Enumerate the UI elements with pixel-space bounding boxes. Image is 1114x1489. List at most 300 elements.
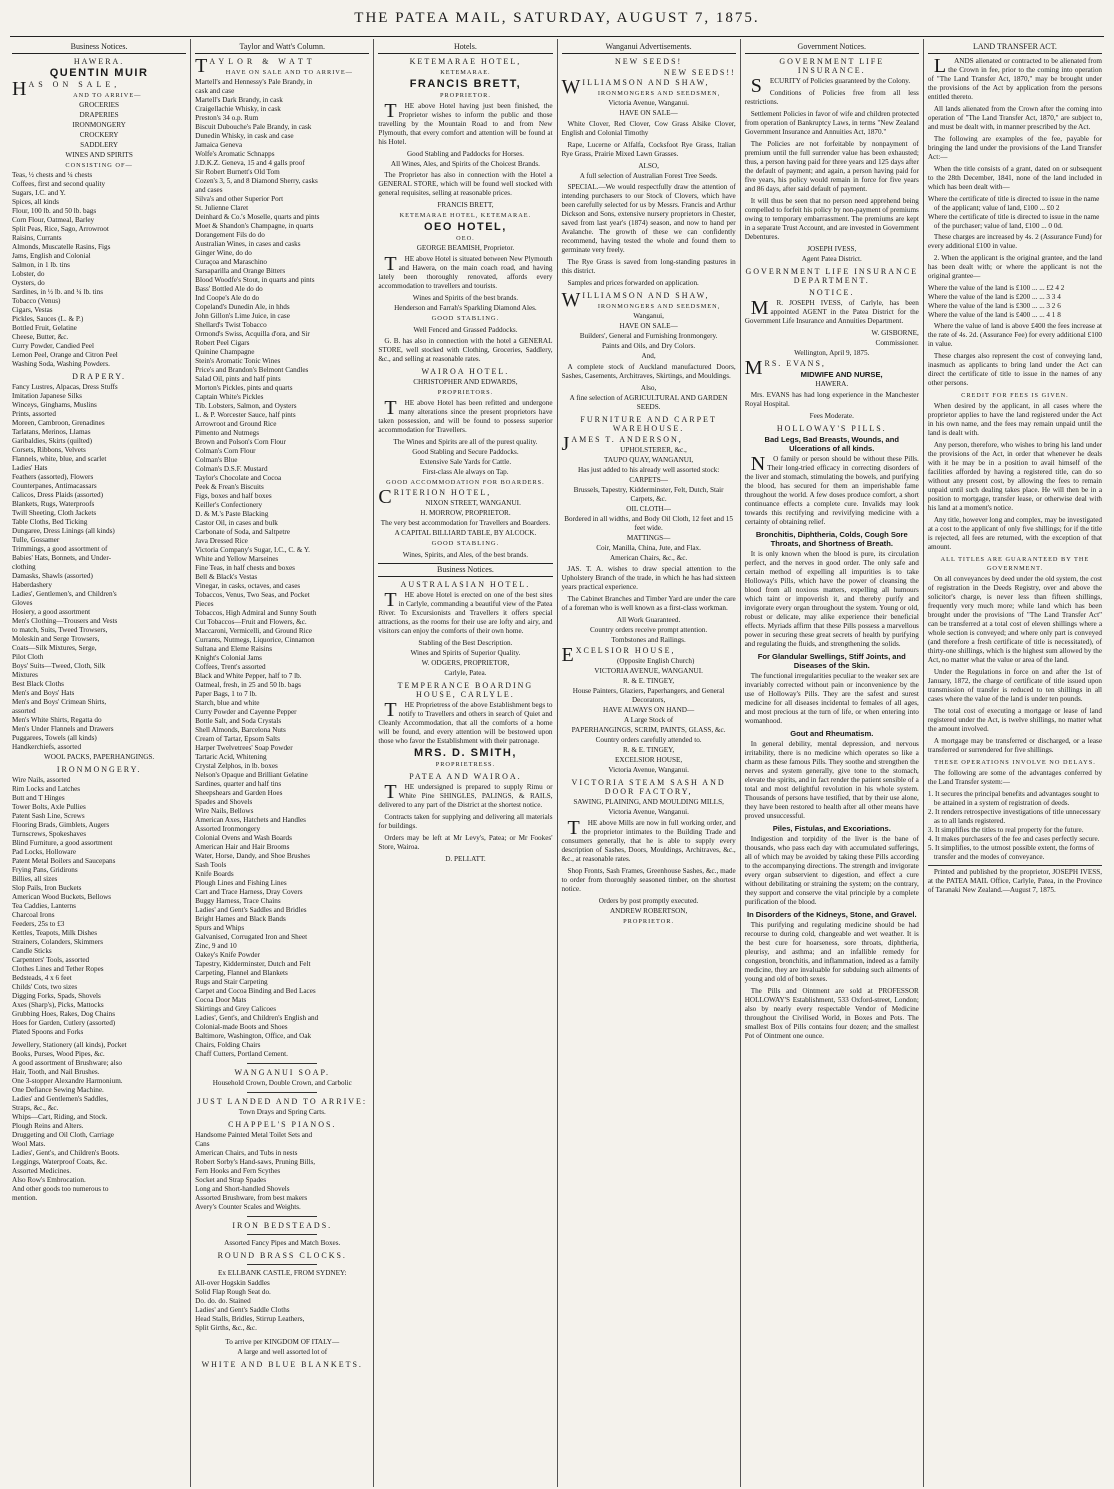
- list-item: Split Girths, &c., &c.: [195, 1324, 257, 1332]
- list-item: Tarlatans, Merinos, Llamas: [12, 428, 91, 436]
- list-item: Curry Powder and Cayenne Pepper: [195, 708, 297, 716]
- imprint: Printed and published by the proprietor, JOSEPH IVESS, at the PATEA MAIL Office, Carlyle, Patea, in the Province of Taranaki New Zealand.—August 7, 1875.: [928, 865, 1102, 895]
- list-item: Raisins, Currants: [12, 234, 62, 242]
- list-item: Feeders, 25s to £3: [12, 920, 65, 928]
- advert-text: A fine selection of AGRICULTURAL AND GARDEN SEEDS.: [569, 394, 728, 411]
- list-item: Sultana and Eleme Raisins: [195, 645, 273, 653]
- list-item: mention.: [12, 1194, 38, 1202]
- list-item: Grubbing Hoes, Rakes, Dog Chains: [12, 1010, 116, 1018]
- fees-list: [928, 195, 1102, 231]
- holloway-text: This purifying and regulating medicine should be had recourse to during cold, changeable and wet weather. It is the best cure for hoarseness, sore throats, diphtheria, pleurisy, and asthma; and an infallible remedy for congestion, bronchitis, and inflammation, indeed as a family medicine, they are invaluable for subduing such ailments of young and old of both sexes.: [744, 921, 919, 983]
- list-item: Shellard's Twist Tobacco: [195, 321, 267, 329]
- advert-text: HE above Mills are now in full working order, and the proprietor intimates to the Building Trade and consumers generally, that he is able to supply every description of Sashes, Doors, Mouldings, Architraves, &c., &c., at reasonable rates.: [561, 819, 736, 863]
- list-item: Starch, blue and white: [195, 699, 260, 707]
- notice-text: When the title consists of a grant, dated on or subsequent to the 28th December, 1841, none of the land included in which has been dealt with—: [927, 165, 1103, 191]
- list-item: Babies' Hats, Bonnets, and Under-: [12, 554, 111, 562]
- list-item: American Hair and Hair Brooms: [195, 843, 290, 851]
- list-item: Wolfe's Aromatic Schnapps: [195, 150, 275, 158]
- advert-address: VICTORIA AVENUE, WANGANUI.: [594, 667, 703, 675]
- hotel-text: Extensive Sale Yards for Cattle.: [419, 458, 512, 466]
- top-categories: [12, 101, 186, 160]
- list-item: Do. do. do. Stained: [195, 1297, 251, 1305]
- notice-text: Conditions of Policies free from all less restrictions.: [744, 89, 919, 106]
- hotel-text: Wines and Spirits of the best brands.: [412, 294, 519, 302]
- list-item: Carpet and Cocoa Binding and Bed Laces: [195, 987, 316, 995]
- list-item: Morton's Pickles, pints and quarts: [195, 384, 293, 392]
- hotel-signature: Carlyle, Patea.: [444, 669, 487, 677]
- list-item: White and Yellow Marseines: [195, 555, 279, 563]
- list-item: Counterpanes, Antimacassars: [12, 482, 97, 490]
- advert-title: RS. EVANS,: [764, 359, 826, 368]
- holloway-subheading: For Glandular Swellings, Stiff Joints, and Diseases of the Skin.: [757, 652, 906, 670]
- list-item: Cheese, Butter, &c.: [12, 333, 69, 341]
- list-item: Cozen's 3, 5, and 8 Diamond Sherry, casks: [195, 177, 318, 185]
- list-item: 4. It makes purchasers of the fee and cases perfectly secure.: [927, 835, 1100, 843]
- hotel-title: AUSTRALASIAN HOTEL.: [400, 580, 531, 589]
- list-item: Spades and Shovels: [195, 798, 253, 806]
- list-item: assorted: [12, 707, 36, 715]
- list-item: Stein's Aromatic Tonic Wines: [195, 357, 281, 365]
- list-item: Martell's and Hennessy's Pale Brandy, in: [195, 78, 313, 86]
- list-item: Spices, all kinds: [12, 198, 59, 206]
- list-item: Hoes for Garden, Cutlery (assorted): [12, 1019, 116, 1027]
- list-item: DRAPERIES: [79, 111, 119, 119]
- list-item: Taylor's Chocolate and Cocoa: [195, 474, 282, 482]
- list-item: Jamaica Geneva: [195, 141, 243, 149]
- proprietor-label: PROPRIETOR.: [439, 92, 491, 99]
- list-item: Carpeting, Flannel and Blankets: [195, 969, 288, 977]
- advert-title: AMES T. ANDERSON,: [571, 435, 683, 444]
- list-item: Craigellachie Whisky, in cask: [195, 105, 281, 113]
- advert-text: The Cabinet Branches and Timber Yard are under the care of a foreman who is well known as a first-class workman.: [561, 595, 736, 612]
- section-heading: Business Notices.: [12, 41, 186, 54]
- drop-cap: T: [195, 55, 208, 77]
- notice-text: The following are some of the advantages conferred by the Land Transfer system:—: [927, 769, 1103, 786]
- list-item: Knight's Colonial Jams: [195, 654, 262, 662]
- list-item: Curry Powder, Candied Peel: [12, 342, 94, 350]
- list-item: Colman's Corn Flour: [195, 447, 256, 455]
- list-item: Assorted Brushware, from best makers: [195, 1194, 308, 1202]
- list-item: Currants, Nutmegs, Liquorice, Cinnamon: [195, 636, 315, 644]
- advert-also: And,: [641, 352, 656, 360]
- list-item: Where the value of the land is £300 ... ... 3 2 6: [927, 302, 1061, 310]
- advert-text: Country orders receive prompt attention.: [590, 626, 708, 634]
- notice-subheading: THESE OPERATIONS INVOLVE NO DELAYS.: [934, 759, 1096, 766]
- advert-sub: HAVE ON SALE—: [619, 109, 678, 117]
- notice-text: R. JOSEPH IVESS, of Carlyle, has been appointed AGENT in the Patea District for the Government Life Insurance and Annuities Department.: [744, 299, 919, 325]
- ironmongery-list: [12, 776, 186, 1037]
- hotel-title: WAIROA HOTEL.: [421, 367, 510, 376]
- list-item: Assorted Medicines.: [12, 1167, 72, 1175]
- drop-cap: W: [561, 76, 581, 98]
- list-item: Pimento and Nutmegs: [195, 429, 260, 437]
- advert-text: The Rye Grass is saved from long-standing pastures in this district.: [561, 258, 736, 275]
- list-item: Preston's 34 o.p. Rum: [195, 114, 259, 122]
- notice-text: These charges also represent the cost of conveying land, inasmuch as applicants to bring land under the Act can direct the certificate of title to issue in the names of any other persons.: [927, 352, 1103, 387]
- advert-also: Also,: [640, 384, 657, 392]
- arrive-line: AND TO ARRIVE—: [73, 92, 142, 99]
- list-item: A good assortment of Brushware; also: [12, 1059, 122, 1067]
- holloway-text: It is only known when the blood is pure, its circulation perfect, and the nerves in good order. The only safe and certain method of expelling all impurities is to take Holloway's Pills, which have the power of cleansing the blood from all noxious matters, expelling all humours which taint or impoverish it, and thereby purify and invigorate every organ throughout the system. Young or old, robust or delicate, may alike experience their beneficial effects. Myriads affirm that these Pills possess a marvellous power in securing these great secrets of health by purifying and regulating the fluids, and strengthening the solids.: [744, 550, 919, 648]
- list-item: Flour, 100 lb. and 50 lb. bags: [12, 207, 97, 215]
- list-item: Ladies', Gent's, and Children's Boots.: [12, 1149, 120, 1157]
- list-item: Ladies' Hats: [12, 464, 48, 472]
- list-item: Victoria Company's Sugar, I.C., C. & Y.: [195, 546, 310, 554]
- hotel-text: The Proprietor has also in connection with the Hotel a GENERAL STORE, which will be found well stocked with general requisites, selling at reasonable prices.: [378, 171, 553, 197]
- list-item: Avery's Counter Scales and Weights.: [195, 1203, 301, 1211]
- drop-cap: L: [933, 55, 947, 77]
- notice-text: Any person, therefore, who wishes to bring his land under the provisions of the Act, in order that whenever he deals with it he may be in a position to avail himself of the facilities afforded by having a registered title, can do so without any present cost, by allowing the fees to remain unpaid until such dealing takes place. He will then be in a position to mortgage, transfer lease, or otherwise deal with his land at a moment's notice.: [927, 441, 1103, 512]
- hotel-proprietor-name: MRS. D. SMITH,: [413, 747, 517, 759]
- list-item: Galvanised, Corrugated Iron and Sheet: [195, 933, 308, 941]
- advert-text: Builders', General and Furnishing Ironmongery.: [579, 332, 718, 340]
- section-heading: Wanganui Advertisements.: [562, 41, 736, 54]
- list-item: Oakey's Knife Powder: [195, 951, 260, 959]
- list-item: Captain White's Pickles: [195, 393, 264, 401]
- section-heading: Business Notices.: [378, 563, 552, 577]
- list-item: Assorted Ironmongery: [195, 825, 261, 833]
- hotel-text: Wines, Spirits, and Ales, of the best brands.: [402, 551, 529, 559]
- advert-sub: CARPETS—: [629, 476, 668, 484]
- pipes-text: Assorted Fancy Pipes and Match Boxes.: [224, 1239, 341, 1247]
- advert-sub: SAWING, PLAINING, AND MOULDING MILLS,: [573, 798, 724, 806]
- advert-text: A full selection of Australian Forest Tree Seeds.: [579, 172, 718, 180]
- column-wanganui: Wanganui Advertisements. NEW SEEDS! NEW SEEDS!! WILLIAMSON AND SHAW, IRONMONGERS AND SEEDSMEN, Victoria Avenue, Wanganui. HAVE ON SALE— White Clover, Red Clover, Cow Grass Alsike Clover, English and Colonial Timothy Rape, Lucerne or Alfalfa, Cocksfoot Rye Grass, Italian Rye Grass, Prairie Mixed Lawn Grasses. ALSO, A full selection of Australian Forest Tree Seeds. SPECIAL.—We would respectfully draw the attention of intending purchasers to our Stock of Clovers, which have been carefully selected for us by Messrs. Francis and Arthur Dickson and Sons, extensive nursery proprietors in Chester, saved from last year's (1874) season, and now to hand per Avalanche. The growth of these we can confidently recommend, having tested the whole and found them to germinate very freely. The Rye Grass is saved from long-standing pastures in this district. Samples and prices forwarded on application. WILLIAMSON AND SHAW, IRONMONGERS AND SEEDSMEN, Wanganui, HAVE ON SALE— Builders', General and Furnishing Ironmongery. Paints and Oils, and Dry Colors. And, A complete stock of Auckland manufactured Doors, Sashes, Casements, Architraves, Skirtings, and Mouldings. Also, A fine selection of AGRICULTURAL AND GARDEN SEEDS. FURNITURE AND CARPET WAREHOUSE. JAMES T. ANDERSON, UPHOLSTERER, &c., TAUPO QUAY, WANGANUI, Has just added to his already well assorted stock: CARPETS— Brussels, Tapestry, Kidderminster, Felt, Dutch, Stair Carpets, &c. OIL CLOTH— Bordered in all widths, and Body Oil Cloth, 12 feet and 15 feet wide. MATTINGS— Coir, Manilla, China, Jute, and Flax. American Chairs, &c., &c. JAS. T. A. wishes to draw special attention to the Upholstery Branch of the trade, in which he has had sixteen years practical experience. The Cabinet Branches and Timber Yard are under the care of a foreman who is well known as a first-class workman. All Work Guaranteed. Country orders receive prompt attention. Tombstones and Railings. EXCELSIOR HOUSE, (Opposite English Church) VICTORIA AVENUE, WANGANUI. R. & E. TINGEY, House Painters, Glaziers, Paperhangers, and General Decorators, HAVE ALWAYS ON HAND— A Large Stock of PAPERHANGINGS, SCRIM, PAINTS, GLASS, &c. Country orders carefully attended to. R. & E. TINGEY, EXCELSIOR HOUSE, Victoria Avenue, Wanganui. VICTORIA STEAM SASH AND DOOR FACTORY, SAWING, PLAINING, AND MOULDING MILLS, Victoria Avenue, Wanganui. T HE above Mills are now in full working order, and the proprietor intimates to the Building Trade and consumers generally, that he is able to supply every description of Sashes, Doors, Mouldings, Architraves, &c., &c., at reasonable rates. Shop Fronts, Sash Frames, Greenhouse Sashes, &c., made to order from thoroughly seasoned timber, on the shortest notice. Orders by post promptly executed. ANDREW ROBERTSON, PROPRIETOR.: [558, 39, 741, 1487]
- hotel-text: HE above Hotel has been refitted and undergone many alterations since the present proprietors have taken possession, and will be found to possess superior accommodation for Travellers.: [378, 399, 553, 434]
- list-item: Kettles, Teapots, Milk Dishes: [12, 929, 98, 937]
- advert-text: Brussels, Tapestry, Kidderminster, Felt, Dutch, Stair Carpets, &c.: [573, 486, 724, 503]
- list-item: Buggy Harness, Trace Chains: [195, 897, 281, 905]
- advert-text: Has just added to his already well assorted stock:: [577, 466, 720, 474]
- notice-signature: W. GISBORNE,: [871, 329, 919, 337]
- consisting-line: CONSISTING OF—: [65, 162, 133, 169]
- list-item: Dorangement Fils do do: [195, 231, 265, 239]
- list-item: Turnscrews, Spokeshaves: [12, 830, 87, 838]
- list-item: Split Peas, Rice, Sago, Arrowroot: [12, 225, 109, 233]
- advert-sub: OIL CLOTH—: [626, 505, 671, 513]
- advert-text: SPECIAL.—We would respectfully draw the attention of intending purchasers to our Stock of Clovers, which have been carefully selected for us by Messrs. Francis and Arthur Dickson and Sons, extensive nursery proprietors in Chester, saved from last year's (1874) season, and now to hand per Avalanche. The growth of these we can confidently recommend, having tested the whole and found them to germinate very freely.: [561, 183, 736, 254]
- list-item: Lemon Peel, Orange and Citron Peel: [12, 351, 118, 359]
- list-item: Ladies', Gent's, and Children's English and: [195, 1014, 319, 1022]
- notice-text: The Policies are not forfeitable by nonpayment of premium until the full surrender value has been exhausted; thus, a person having paid for three years and 125 days after the default of payment; and again, a person having paid for five years, his policy would remain in force for five years and 86 days, after said default of payment.: [744, 140, 919, 193]
- list-item: Sash Tools: [195, 861, 227, 869]
- ironmongery-heading: IRONMONGERY.: [56, 765, 142, 774]
- column-land-transfer: [924, 39, 1106, 1487]
- list-item: Tulle, Gossamer: [12, 536, 60, 544]
- list-item: Tartaric Acid, Whitening: [195, 753, 267, 761]
- column-business-notices: [8, 39, 191, 1487]
- list-item: Druggeting and Oil Cloth, Carriage: [12, 1131, 115, 1139]
- hotel-stabling: GOOD STABLING.: [431, 540, 500, 547]
- list-item: One Defiance Sewing Machine.: [12, 1086, 104, 1094]
- hotel-text: Stabling of the Best Description.: [418, 639, 513, 647]
- hotel-text: Henderson and Farrah's Sparkling Diamond Ales.: [394, 304, 537, 312]
- list-item: Australian Wines, in cases and casks: [195, 240, 301, 248]
- goods-list: [195, 78, 369, 1059]
- list-item: Carbonate of Soda, and Saltpetre: [195, 528, 290, 536]
- pianos-list: [195, 1131, 369, 1212]
- advert-address: TAUPO QUAY, WANGANUI,: [604, 456, 694, 464]
- advert-sub: MIDWIFE AND NURSE,: [800, 370, 883, 379]
- notice-title: GOVERNMENT LIFE INSURANCE DEPARTMENT.: [745, 267, 919, 285]
- list-item: Almonds, Muscatelle Rasins, Figs: [12, 243, 111, 251]
- list-item: Colman's D.S.F. Mustard: [195, 465, 268, 473]
- advert-sub: IRONMONGERS AND SEEDSMEN,: [597, 303, 721, 310]
- list-item: Moleskin and Serge Trowsers,: [12, 635, 100, 643]
- hotel-text: The Wines and Spirits are all of the purest quality.: [393, 438, 538, 446]
- list-item: Oatmeal, fresh, in 25 and 50 lb. bags: [195, 681, 301, 689]
- hotel-text: First-class Ale always on Tap.: [422, 468, 509, 476]
- advert-text: Samples and prices forwarded on application.: [567, 279, 699, 287]
- advert-text: A Large Stock of: [624, 716, 674, 724]
- list-item: Price's and Brandon's Belmont Candles: [195, 366, 309, 374]
- advert-title: VICTORIA STEAM SASH AND DOOR FACTORY,: [571, 778, 726, 796]
- advert-address: HAWERA.: [815, 380, 849, 388]
- list-item: Tobaccos, High Admiral and Sunny South: [195, 609, 317, 617]
- list-item: Corsets, Ribbons, Velvets: [12, 446, 86, 454]
- town-heading: HAWERA.: [73, 57, 125, 66]
- list-item: And other goods too numerous to: [12, 1185, 109, 1193]
- list-item: Chaff Cutters, Portland Cement.: [195, 1050, 288, 1058]
- list-item: Jams, English and Colonial: [12, 252, 91, 260]
- list-item: Tower Bolts, Axle Pullies: [12, 803, 86, 811]
- list-item: Patent Metal Boilers and Saucepans: [12, 857, 116, 865]
- list-item: Sardines, quarter and half tins: [195, 780, 282, 788]
- advert-sub: EXCELSIOR HOUSE,: [615, 756, 683, 764]
- lead-text: AS ON SALE,: [28, 80, 121, 89]
- holloway-subheading: Bronchitis, Diphtheria, Colds, Cough Sore Throats, and Shortness of Breath.: [755, 530, 908, 548]
- list-item: Quinine Champagne: [195, 348, 255, 356]
- drop-cap: M: [750, 297, 769, 319]
- list-item: Ind Coope's Ale do do: [195, 294, 260, 302]
- clocks-heading: ROUND BRASS CLOCKS.: [217, 1251, 347, 1260]
- list-item: Billies, all sizes: [12, 875, 58, 883]
- advert-text: Bordered in all widths, and Body Oil Cloth, 12 feet and 15 feet wide.: [564, 515, 733, 532]
- list-item: to match, Suits, Tweed Trowsers,: [12, 626, 108, 634]
- hotel-text: A CAPITAL BILLIARD TABLE, BY ALCOCK.: [394, 529, 537, 537]
- notice-text: The following are examples of the fee, payable for bringing the land under the provisions of the Land Transfer Act:—: [927, 135, 1103, 161]
- list-item: Oysters, do: [12, 279, 45, 287]
- notice-signature: JOSEPH IVESS,: [807, 245, 857, 253]
- list-item: Biscuit Dubouche's Pale Brandy, in cask: [195, 123, 312, 131]
- list-item: Baltimore, Washington, Office, and Oak: [195, 1032, 312, 1040]
- notice-title: GOVERNMENT LIFE INSURANCE.: [779, 57, 885, 75]
- column-hotels: Hotels. KETEMARAE HOTEL, KETEMARAE. FRANCIS BRETT, PROPRIETOR. T HE above Hotel having just been finished, the Proprietor wishes to inform the public and those travelling by the Mountain Road to and from New Plymouth, that every comfort and attention will be found at his Hotel. Good Stabling and Paddocks for Horses. All Wines, Ales, and Spirits of the Choicest Brands. The Proprietor has also in connection with the Hotel a GENERAL STORE, which will be found well stocked with general requisites, selling at reasonable prices. FRANCIS BRETT, KETEMARAE HOTEL, KETEMARAE. OEO HOTEL, OEO. GEORGE BEAMISH, Proprietor. T HE above Hotel is situated between New Plymouth and Hawera, on the main coach road, and having lately been thoroughly renovated, affords every accommodation to travellers and tourists. Wines and Spirits of the best brands. Henderson and Farrah's Sparkling Diamond Ales. GOOD STABLING. Well Fenced and Grassed Paddocks. G. B. has also in connection with the hotel a GENERAL STORE, well stocked with Clothing, Groceries, Saddlery, &c., and selling at reasonable rates. WAIROA HOTEL. CHRISTOPHER AND EDWARDS, PROPRIETORS. T HE above Hotel has been refitted and undergone many alterations since the present proprietors have taken possession, and will be found to possess superior accommodation for Travellers. The Wines and Spirits are all of the purest quality. Good Stabling and Secure Paddocks. Extensive Sale Yards for Cattle. First-class Ale always on Tap. GOOD ACCOMMODATION FOR BOARDERS. CRITERION HOTEL, NIXON STREET, WANGANUI. H. MORROW, PROPRIETOR. The very best accommodation for Travellers and Boarders. A CAPITAL BILLIARD TABLE, BY ALCOCK. GOOD STABLING. Wines, Spirits, and Ales, of the best brands. Business Notices. AUSTRALASIAN HOTEL. T HE above Hotel is erected on one of the best sites in Carlyle, commanding a beautiful view of the Patea River. To Excursionists and Travellers it offers special attractions, as the rooms for their use are lofty and airy, and visitors can enjoy the comforts of their own home. Stabling of the Best Description. Wines and Spirits of Superior Quality. W. ODGERS, PROPRIETOR, Carlyle, Patea. TEMPERANCE BOARDING HOUSE, CARLYLE. T HE Proprietress of the above Establishment begs to notify to Travellers and others in search of Quiet and Cleanly Accommodation, that all the comforts of a home will be found, and every attention will be bestowed upon those who favor the Establishment with their patronage. MRS. D. SMITH, PROPRIETRESS. PATEA AND WAIROA. T HE undersigned is prepared to supply Rimu or White Pine SHINGLES, PALINGS, & RAILS, delivered to any part of the District at the shortest notice. Contracts taken for supplying and delivering all materials for buildings. Orders may be left at Mr Levy's, Patea; or Mr Fookes' Store, Wairoa. D. PELLATT.: [374, 39, 557, 1487]
- list-item: Carpenters' Tools, assorted: [12, 956, 90, 964]
- advantages-list: [928, 790, 1102, 862]
- sydney-heading: Ex ELLBANK CASTLE, FROM SYDNEY:: [217, 1269, 347, 1277]
- list-item: Pad Locks, Holloware: [12, 848, 77, 856]
- list-item: Leggings, Waterproof Coats, &c.: [12, 1158, 108, 1166]
- list-item: Cigars, Vestas: [12, 306, 53, 314]
- list-item: Handkerchiefs, assorted: [12, 743, 82, 751]
- list-item: St. Julienne Claret: [195, 204, 249, 212]
- list-item: Coats—Silk Mixtures, Serge,: [12, 644, 97, 652]
- list-item: Black and White Pepper, half to 7 lb.: [195, 672, 302, 680]
- list-item: Colonial Ovens and Wash Boards: [195, 834, 292, 842]
- list-item: Pieces: [195, 600, 214, 608]
- list-item: Jewellery, Stationery (all kinds), Pocket: [12, 1041, 127, 1049]
- notice-signature: D. PELLATT.: [445, 855, 486, 863]
- list-item: Curaçoa and Maraschino: [195, 258, 268, 266]
- list-item: Moet & Shandon's Champagne, in quarts: [195, 222, 314, 230]
- list-item: Dunedin Whisky, in cask and case: [195, 132, 294, 140]
- hotel-location: OEO.: [456, 235, 475, 242]
- list-item: American Wood Buckets, Bellows: [12, 893, 112, 901]
- advert-sub: IRONMONGERS AND SEEDSMEN,: [597, 90, 721, 97]
- list-item: Best Black Cloths: [12, 680, 64, 688]
- list-item: Dungaree, Dress Linings (all kinds): [12, 527, 115, 535]
- list-item: Ladies' and Gentlemen's Saddles,: [12, 1095, 109, 1103]
- list-item: SADDLERY: [80, 141, 119, 149]
- list-item: D. & M.'s Paste Blacking: [195, 510, 269, 518]
- notice-subheading: CREDIT FOR FEES IS GIVEN.: [961, 392, 1069, 399]
- hotel-signature: KETEMARAE HOTEL, KETEMARAE.: [399, 212, 532, 219]
- list-item: Tea Caddies, Lanterns: [12, 902, 76, 910]
- advert-text: American Chairs, &c., &c.: [609, 554, 688, 562]
- list-item: Plated Spoons and Forks: [12, 1028, 84, 1036]
- advert-title: ILLIAMSON AND SHAW,: [582, 78, 710, 87]
- list-item: Wool Mats.: [12, 1140, 46, 1148]
- hotel-text: GOOD ACCOMMODATION FOR BOARDERS.: [386, 479, 545, 486]
- list-item: Arrowroot and Ground Rice: [195, 420, 277, 428]
- italy-line: To arrive per KINGDOM OF ITALY—: [225, 1338, 340, 1346]
- drop-cap: H: [12, 78, 27, 100]
- list-item: Solid Flap Rough Seat do.: [195, 1288, 271, 1296]
- list-item: Where the value of the land is £400 ... ... 4 1 8: [927, 311, 1061, 319]
- advert-text: PAPERHANGINGS, SCRIM, PAINTS, GLASS, &c.: [571, 726, 726, 734]
- advert-address: Victoria Avenue, Wanganui.: [608, 766, 689, 774]
- advert-text: Orders by post promptly executed.: [598, 897, 699, 905]
- list-item: clothing: [12, 563, 36, 571]
- advert-name: ANDREW ROBERTSON,: [609, 907, 688, 915]
- notice-title: PATEA AND WAIROA.: [409, 772, 522, 781]
- notice-signature: Agent Patea District.: [801, 255, 862, 263]
- list-item: Plough Reins and Alters.: [12, 1122, 84, 1130]
- section-heading: LAND TRANSFER ACT.: [928, 41, 1102, 54]
- landed-heading: JUST LANDED AND TO ARRIVE:: [197, 1097, 368, 1106]
- notice-signature: Commissioner.: [875, 339, 919, 347]
- notice-text: HE undersigned is prepared to supply Rimu or White Pine SHINGLES, PALINGS, & RAILS, delivered to any part of the District at the shortest notice.: [378, 783, 553, 809]
- list-item: Hosiery, a good assortment: [12, 608, 91, 616]
- list-item: Ormond's Swiss, Acquilla d'ora, and Sir: [195, 330, 310, 338]
- advert-text: Country orders carefully attended to.: [595, 736, 702, 744]
- list-item: Chairs, Folding Chairs: [195, 1041, 261, 1049]
- list-item: Where the certificate of title is directed to issue in the name of the applicant; value of land, £100 ... £0 2: [927, 195, 1100, 212]
- list-item: Cart and Trace Harness, Dray Covers: [195, 888, 303, 896]
- list-item: Bell & Black's Vestas: [195, 573, 258, 581]
- notice-text: Orders may be left at Mr Levy's, Patea; or Mr Fookes' Store, Wairoa.: [378, 834, 553, 851]
- notice-text: These charges are increased by 4s. 2 (Assurance Fund) for every additional £100 in value.: [927, 233, 1103, 250]
- hotel-text: G. B. has also in connection with the hotel a GENERAL STORE, well stocked with Clothing, Groceries, Saddlery, &c., and selling at reasonable rates.: [378, 337, 553, 363]
- advert-address: Wanganui,: [633, 312, 664, 320]
- list-item: Childs' Cots, two sizes: [12, 983, 78, 991]
- list-item: Clothes Lines and Tether Ropes: [12, 965, 104, 973]
- list-item: Books, Purses, Wood Pipes, &c.: [12, 1050, 105, 1058]
- list-item: Digging Forks, Spads, Shovels: [12, 992, 101, 1000]
- list-item: Water, Horse, Dandy, and Shoe Brushes: [195, 852, 311, 860]
- advert-sub: UPHOLSTERER, &c.,: [620, 446, 687, 454]
- advert-text: All Work Guaranteed.: [616, 616, 681, 624]
- list-item: Bottle Salt, and Soda Crystals: [195, 717, 282, 725]
- list-item: Candle Sticks: [12, 947, 52, 955]
- hotel-text: Good Stabling and Secure Paddocks.: [412, 448, 519, 456]
- list-item: Cans: [195, 1140, 210, 1148]
- misc-list: [12, 1041, 186, 1203]
- list-item: Corn Flour, Oatmeal, Barley: [12, 216, 95, 224]
- list-item: J.D.K.Z. Geneva, 15 and 4 galls proof: [195, 159, 305, 167]
- list-item: Puggarees, Towels (all kinds): [12, 734, 97, 742]
- list-item: Shell Almonds, Barcelona Nuts: [195, 726, 286, 734]
- notice-text: When desired by the applicant, in all cases where the proprietor applies to have the land registered under the Act in his own name, and the fees may remain unpaid until the land is dealt with.: [927, 402, 1103, 437]
- list-item: Blankets, Rugs, Waterproofs: [12, 500, 95, 508]
- list-item: Cocoa Door Mats: [195, 996, 247, 1004]
- list-item: Crystal Zelphos, in lb. boxes: [195, 762, 278, 770]
- hotel-text: Well Fenced and Grassed Paddocks.: [413, 326, 518, 334]
- list-item: Where the certificate of title is directed to issue in the name of the purchaser; value of land, £100 ... 0 0d.: [927, 213, 1100, 230]
- grocery-list: [12, 171, 186, 369]
- list-item: Java Dressed Rice: [195, 537, 248, 545]
- list-item: Cut Tobaccos—Fruit and Flowers, &c.: [195, 618, 307, 626]
- proprietor-label: PROPRIETRESS.: [435, 761, 496, 768]
- list-item: Fine Teas, in half chests and boxes: [195, 564, 295, 572]
- hotel-text: HE above Hotel having just been finished, the Proprietor wishes to inform the public and those travelling by the Mountain Road to and from New Plymouth, that every comfort and attention will be found at his Hotel.: [378, 102, 553, 146]
- advert-title: ILLIAMSON AND SHAW,: [582, 291, 710, 300]
- list-item: Bass' Bottled Ale do do: [195, 285, 263, 293]
- hotel-proprietor-name: H. MORROW, PROPRIETOR.: [420, 509, 511, 517]
- list-item: Knife Boards: [195, 870, 234, 878]
- advert-title: XCELSIOR HOUSE,: [575, 646, 676, 655]
- advert-name: R. & E. TINGEY,: [622, 677, 675, 685]
- list-item: Prints, assorted: [12, 410, 56, 418]
- list-item: Tapestry, Kidderminster, Dutch and Felt: [195, 960, 311, 968]
- proprietor-label: PROPRIETORS.: [437, 389, 494, 396]
- list-item: Nelson's Opaque and Brilliant Gelatine: [195, 771, 308, 779]
- hotel-text: Good Stabling and Paddocks for Horses.: [406, 150, 524, 158]
- hotel-text: Wines and Spirits of Superior Quality.: [410, 649, 521, 657]
- hotel-text: HE Proprietress of the above Establishment begs to notify to Travellers and others in search of Quiet and Cleanly Accommodation, that all the comforts of a home will be found, and every attention will be bestowed upon those who favor the Establishment with their patronage.: [378, 701, 553, 745]
- list-item: Gloves: [12, 599, 33, 607]
- list-item: Paper Bags, 1 to 7 lb.: [195, 690, 257, 698]
- list-item: Winceys, Ginghams, Muslins: [12, 401, 97, 409]
- list-item: Pickles, Sauces (L. & P.): [12, 315, 84, 323]
- advert-text: Tombstones and Railings.: [611, 636, 686, 644]
- list-item: Mixtures: [12, 671, 38, 679]
- list-item: Fern Hooks and Fern Scythes: [195, 1167, 281, 1175]
- notice-text: It will thus be seen that no person need apprehend being compelled to forfeit his policy by non-payment of premiums owing to temporary embarrassment. The premiums are kept in a separate Trust Account, and are invested in Government Debentures.: [744, 197, 919, 241]
- column-taylor-watt: [191, 39, 374, 1487]
- holloway-text: O family or person should be without these Pills. Their long-tried efficacy in correcting disorders of the liver and stomach, stimulating the bowels, and purifying the blood, has secured for them an imperishable fame throughout the world. A few doses produce comfort, a short continuance effects a complete cure. Invalids may look towards this rectifying and revivifying medicine with a certainty of obtaining relief.: [744, 455, 919, 526]
- list-item: 5. It simplifies, to the utmost possible extent, the forms of transfer and the modes of conveyance.: [927, 844, 1095, 861]
- advert-text: A complete stock of Auckland manufactured Doors, Sashes, Casements, Architraves, Skirtings, and Mouldings.: [561, 363, 736, 380]
- holloway-subheading: Piles, Fistulas, and Excoriations.: [772, 824, 891, 833]
- advert-name: R. & E. TINGEY,: [622, 746, 675, 754]
- list-item: Plough Lines and Fishing Lines: [195, 879, 287, 887]
- drop-cap: S: [750, 75, 762, 97]
- woolpacks-line: WOOL PACKS, PAPERHANGINGS.: [43, 753, 155, 761]
- list-item: Hair, Tooth, and Nail Brushes.: [12, 1068, 100, 1076]
- list-item: Rim Locks and Latches: [12, 785, 81, 793]
- list-item: Patent Sash Line, Screws: [12, 812, 85, 820]
- advert-text: White Clover, Red Clover, Cow Grass Alsike Clover, English and Colonial Timothy: [561, 120, 736, 137]
- list-item: Keiller's Confectionery: [195, 501, 263, 509]
- list-item: WINES AND SPIRITS: [65, 151, 133, 159]
- list-item: Wire Nails, assorted: [12, 776, 71, 784]
- notice-text: 2. When the applicant is the original grantee, and the land has been dealt with; or where the applicant is not the original grantee—: [927, 254, 1103, 280]
- masthead: THE PATEA MAIL, SATURDAY, AUGUST 7, 1875.: [10, 0, 1104, 37]
- holloway-text: The functional irregularities peculiar to the weaker sex are invariably corrected without pain or inconvenience by the use of Holloway's Pills. They are the safest and surest medicine for all diseases incidental to females of all ages, and most precious at the turn of life, or when entering into womanhood.: [744, 672, 919, 725]
- advert-text: House Painters, Glaziers, Paperhangers, and General Decorators,: [572, 687, 725, 704]
